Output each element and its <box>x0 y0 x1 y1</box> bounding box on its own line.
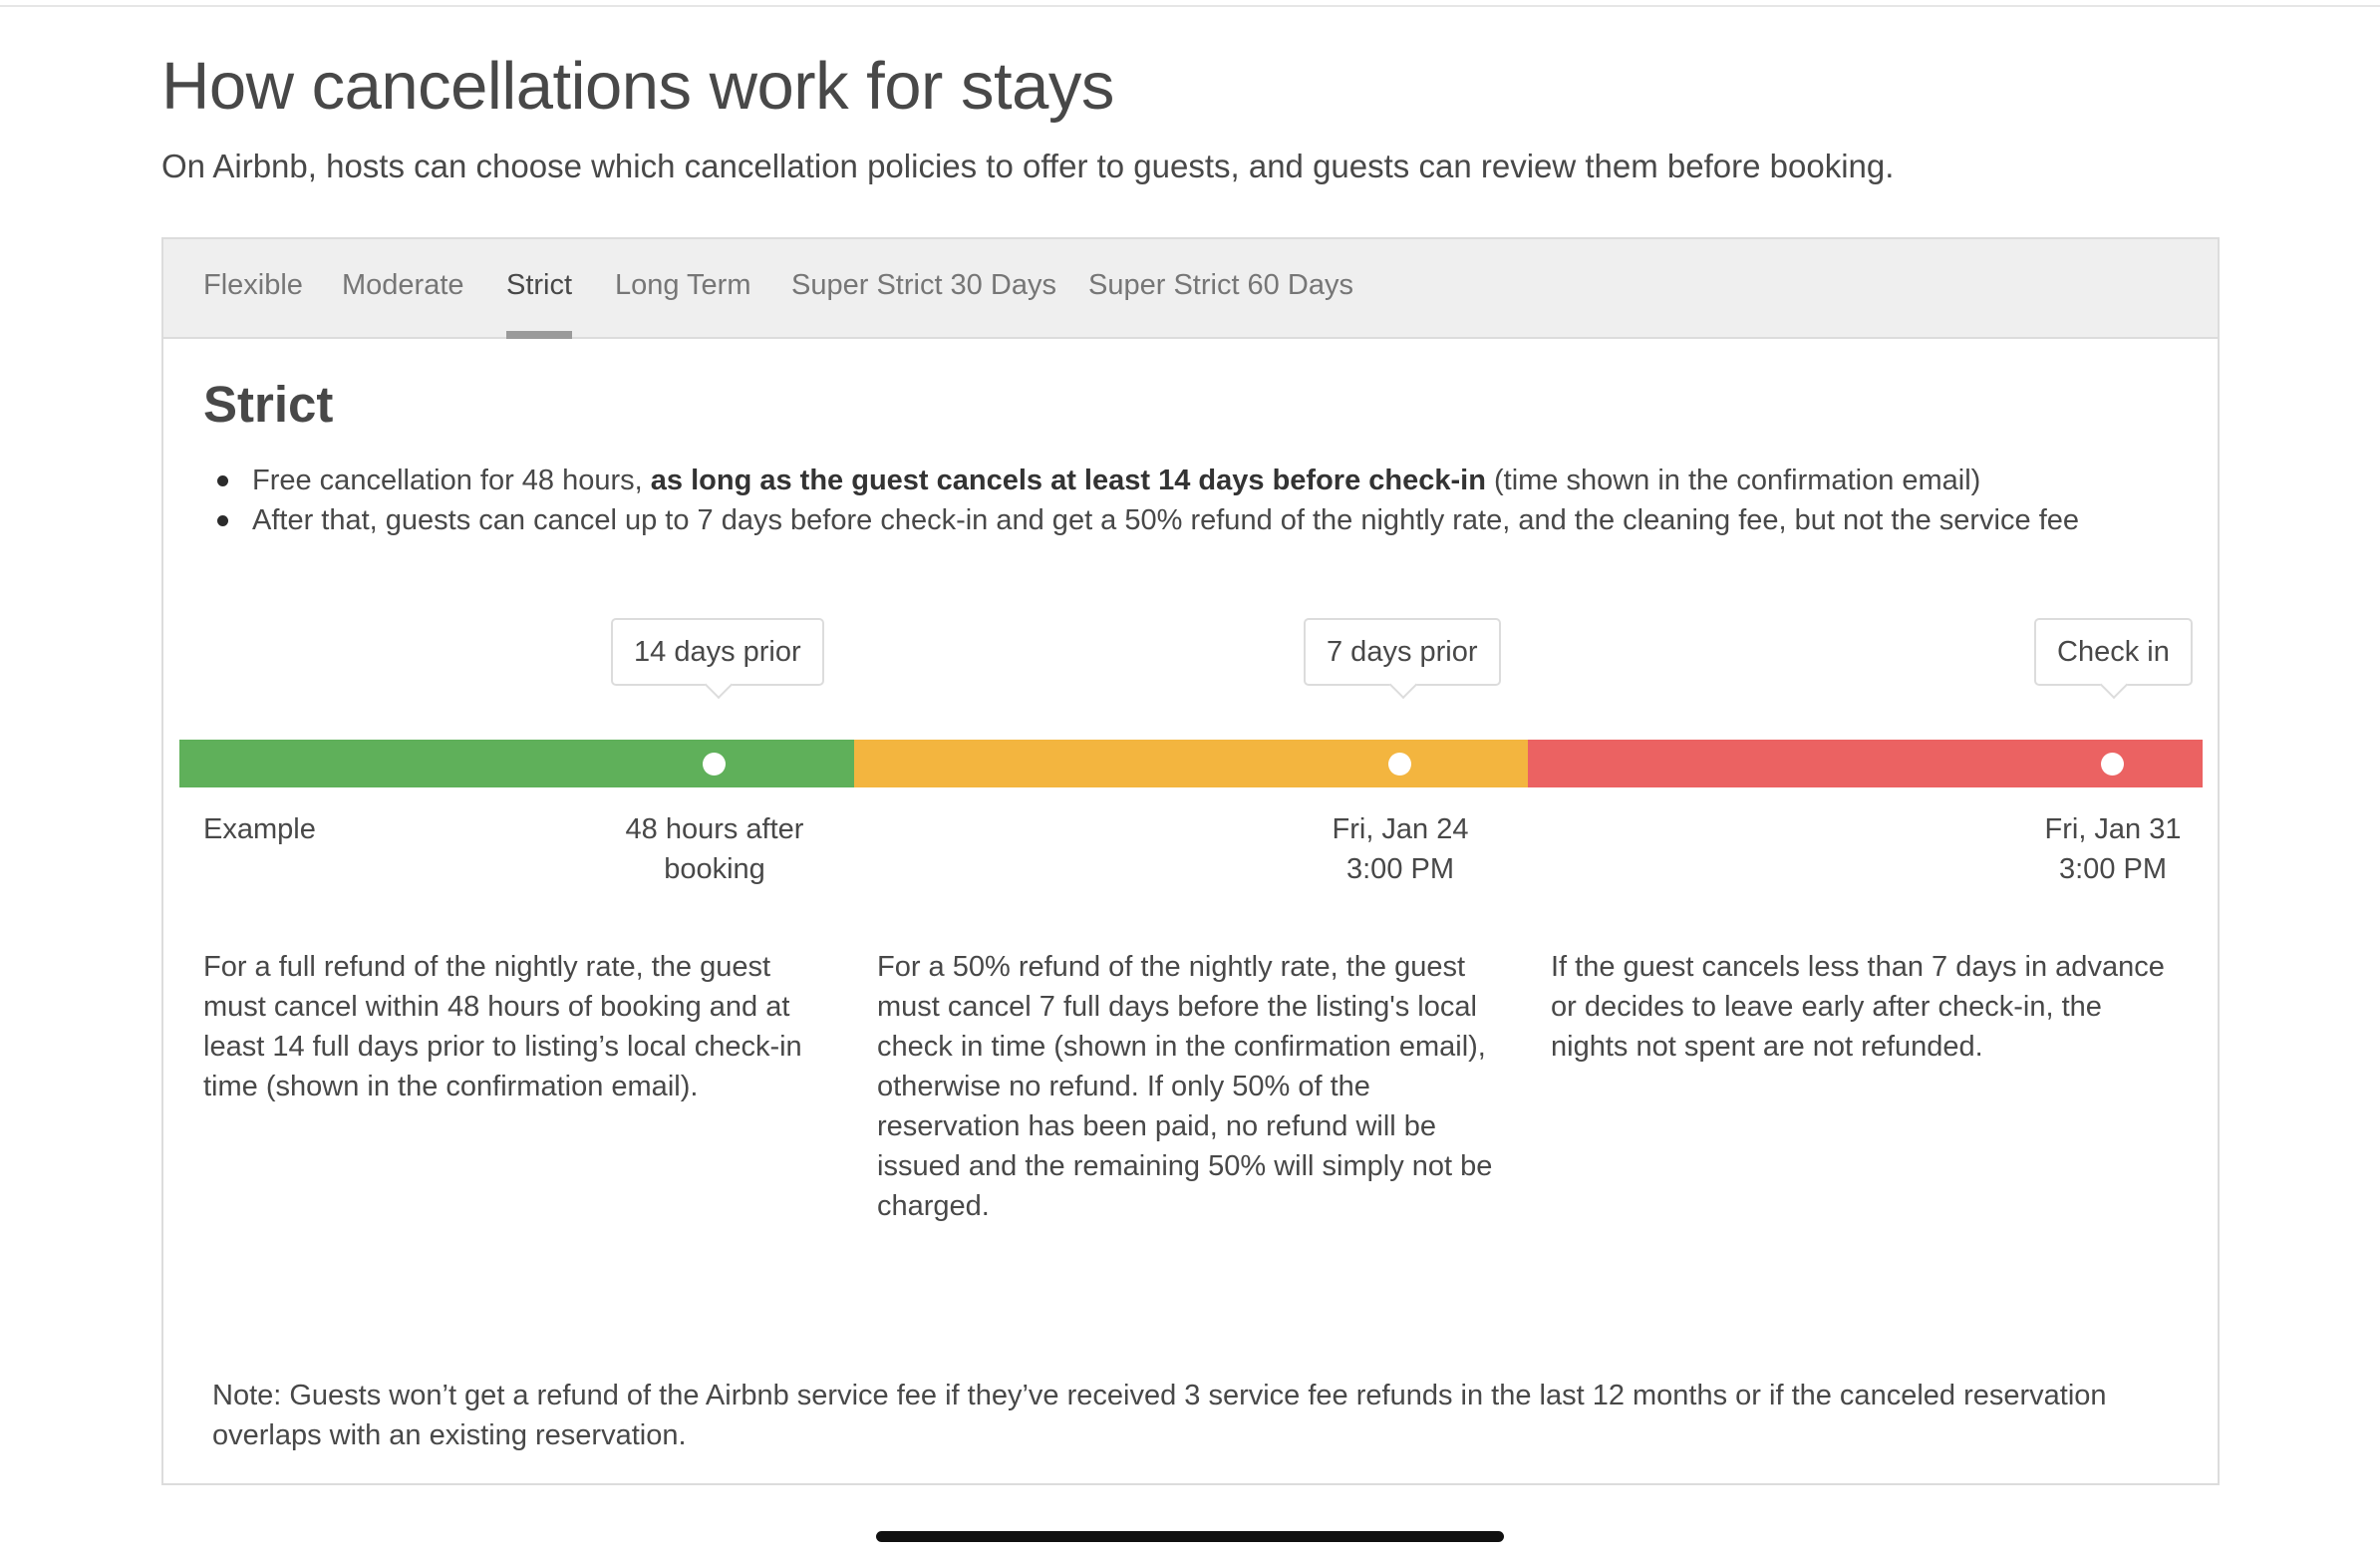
page-title: How cancellations work for stays <box>161 49 1114 124</box>
service-fee-note: Note: Guests won’t get a refund of the Airbnb service fee if they’ve received 3 service fee refunds in the last 12 months or if the canceled reservation overlaps with an existing reservation. <box>212 1380 2107 1451</box>
policy-tab-bar <box>163 239 2218 339</box>
home-indicator <box>876 1531 1504 1542</box>
refund-timeline <box>179 740 2203 787</box>
tab-super-strict-60-days[interactable]: Super Strict 60 Days <box>1088 269 1353 301</box>
top-divider <box>0 0 2380 7</box>
tab-super-strict-30-days[interactable]: Super Strict 30 Days <box>791 269 1056 301</box>
tab-long-term[interactable]: Long Term <box>615 269 751 301</box>
tab-flexible[interactable]: Flexible <box>203 269 303 301</box>
rule-item: Free cancellation for 48 hours, as long as the guest cancels at least 14 days before check-in (time shown in the confirmation email) <box>203 461 2197 500</box>
full-refund-description: For a full refund of the nightly rate, the guest must cancel within 48 hours of booking and at least 14 full days prior to listing’s local check-in time (shown in the confirmation email). <box>203 951 802 1102</box>
example-label: Example <box>203 813 316 845</box>
policy-title: Strict <box>203 376 334 433</box>
no-refund-description: If the guest cancels less than 7 days in advance or decides to leave early after check-in, the nights not spent are not refunded. <box>1551 951 2165 1063</box>
rule-item: After that, guests can cancel up to 7 days before check-in and get a 50% refund of the nightly rate, and the cleaning fee, but not the service fee <box>203 500 2197 540</box>
policy-rules <box>203 461 2197 540</box>
marker-dot-7-days <box>1388 753 1411 776</box>
active-tab-indicator <box>506 331 572 339</box>
marker-date-7-days: Fri, Jan 24 3:00 PM <box>1332 813 1469 885</box>
marker-date-check-in: Fri, Jan 31 3:00 PM <box>2044 813 2182 885</box>
tab-strict[interactable]: Strict <box>506 239 572 339</box>
marker-dot-14-days <box>703 753 726 776</box>
marker-bubble-7-days: 7 days prior <box>1304 618 1501 686</box>
marker-dot-check-in <box>2101 753 2124 776</box>
marker-date-14-days: 48 hours after booking <box>625 813 804 885</box>
page-intro: On Airbnb, hosts can choose which cancellation policies to offer to guests, and guests can review them before booking. <box>161 148 1895 184</box>
policy-card <box>161 237 2220 1485</box>
tab-moderate[interactable]: Moderate <box>342 269 464 301</box>
marker-bubble-14-days: 14 days prior <box>611 618 824 686</box>
full-refund-segment <box>179 740 854 787</box>
marker-bubble-check-in: Check in <box>2034 618 2193 686</box>
partial-refund-description: For a 50% refund of the nightly rate, the guest must cancel 7 full days before the listing's local check in time (shown in the confirmation email), otherwise no refund. If only 50% of the reservation has been paid, no refund will be issued and the remaining 50% will simply not be charged. <box>877 951 1493 1222</box>
partial-refund-segment <box>854 740 1528 787</box>
